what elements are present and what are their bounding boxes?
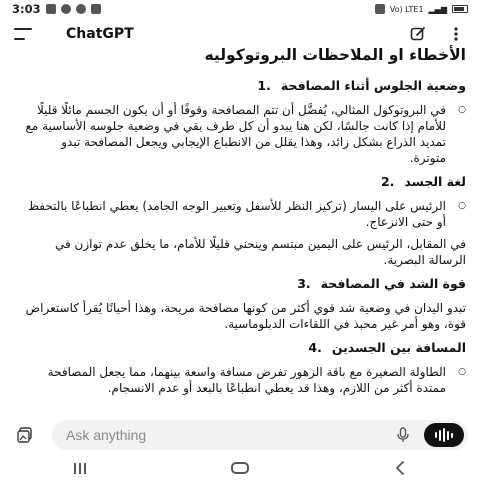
section-heading [22, 76, 466, 96]
messenger-icon [61, 4, 71, 14]
section-number: 4. [308, 340, 322, 355]
status-left [12, 2, 101, 16]
edit-icon[interactable] [408, 24, 428, 44]
mic-icon[interactable] [392, 424, 414, 446]
section-paragraph: في المقابل، الرئيس على اليمين مبتسم وينحني قليلًا للأمام، ما يخلق عدم توازن في الرسالة البصرية. [54, 237, 466, 267]
back-icon[interactable] [380, 458, 420, 478]
section-distance [22, 338, 466, 396]
section-paragraph: تبدو اليدان في وضعية شد قوي أكثر من كونها مصافحة مريحة، وهذا أحيانًا يُقرأ كاستعراض قوة، وهو أمر غير محبذ في اللقاءات الدبلوماسية. [25, 301, 466, 331]
section-paragraph: ○ الرئيس على اليسار (تركيز النظر للأسفل وتعبير الوجه الجامد) يعطي انطباعًا بالتحفظ أو حتى الانزعاج. [22, 198, 466, 230]
image-attach-icon[interactable] [12, 422, 38, 448]
section-heading [22, 172, 466, 192]
app-title: ChatGPT [66, 26, 134, 42]
section-heading-text: لغة الجسد [404, 174, 466, 189]
more-vert-icon[interactable] [446, 24, 466, 44]
section-number: 1. [257, 78, 271, 93]
hamburger-icon[interactable] [14, 28, 32, 40]
section-number: 3. [297, 276, 311, 291]
signal-icon: ▂▄▆ [428, 4, 447, 14]
chat-response [0, 44, 480, 420]
recents-icon[interactable] [60, 458, 100, 478]
voice-waveform-icon[interactable] [424, 423, 464, 447]
section-number: 2. [380, 174, 395, 189]
section-heading-text: قوة الشد في المصافحة [320, 276, 466, 291]
response-title: الأخطاء او الملاحظات البروتوكوليه [204, 46, 466, 64]
input-pill [52, 420, 468, 450]
composer [12, 420, 468, 450]
ask-input[interactable] [66, 427, 392, 443]
network-label: Vo) LTE1 [389, 4, 424, 14]
status-bar [0, 0, 480, 18]
section-heading-text: المسافة بين الجسدين [331, 340, 466, 355]
section-body-language [22, 172, 466, 268]
notification-icon [46, 4, 56, 14]
section-grip-strength [22, 274, 466, 332]
section-paragraph: ○ في البروتوكول المثالي، يُفضَّل أن تتم المصافحة وقوفًا أو أن يكون الجسم مائلًا قليلًا للأمام إذا كانت جالسًا، لكن هنا يبدو أن كل طرف بقي في وضعية جلوسه الأساسية مع تمديد الذراع بشكل زائد، وهذا يقلل من الانطباع الإيجابي ويجعل المصافحة تبدو متوترة. [22, 102, 466, 166]
alarm-icon [375, 4, 385, 14]
status-time: 3:03 [12, 2, 41, 16]
home-icon[interactable] [220, 458, 260, 478]
system-nav-bar [0, 456, 480, 480]
section-seating [22, 76, 466, 166]
status-right [375, 4, 468, 14]
section-heading [22, 274, 466, 294]
header-actions [408, 24, 466, 44]
whatsapp-icon [76, 4, 86, 14]
section-heading-text: وضعية الجلوس أثناء المصافحة [280, 78, 466, 93]
battery-icon [452, 5, 468, 13]
mail-icon [91, 4, 101, 14]
section-paragraph: ○ الطاولة الصغيرة مع باقة الزهور تفرض مسافة واسعة بينهما، مما يجعل المصافحة ممتدة أكثر من اللازم، وهذا قد يعطي انطباعًا بالبعد أو عدم الانسجام. [22, 364, 466, 396]
section-heading [22, 338, 466, 358]
